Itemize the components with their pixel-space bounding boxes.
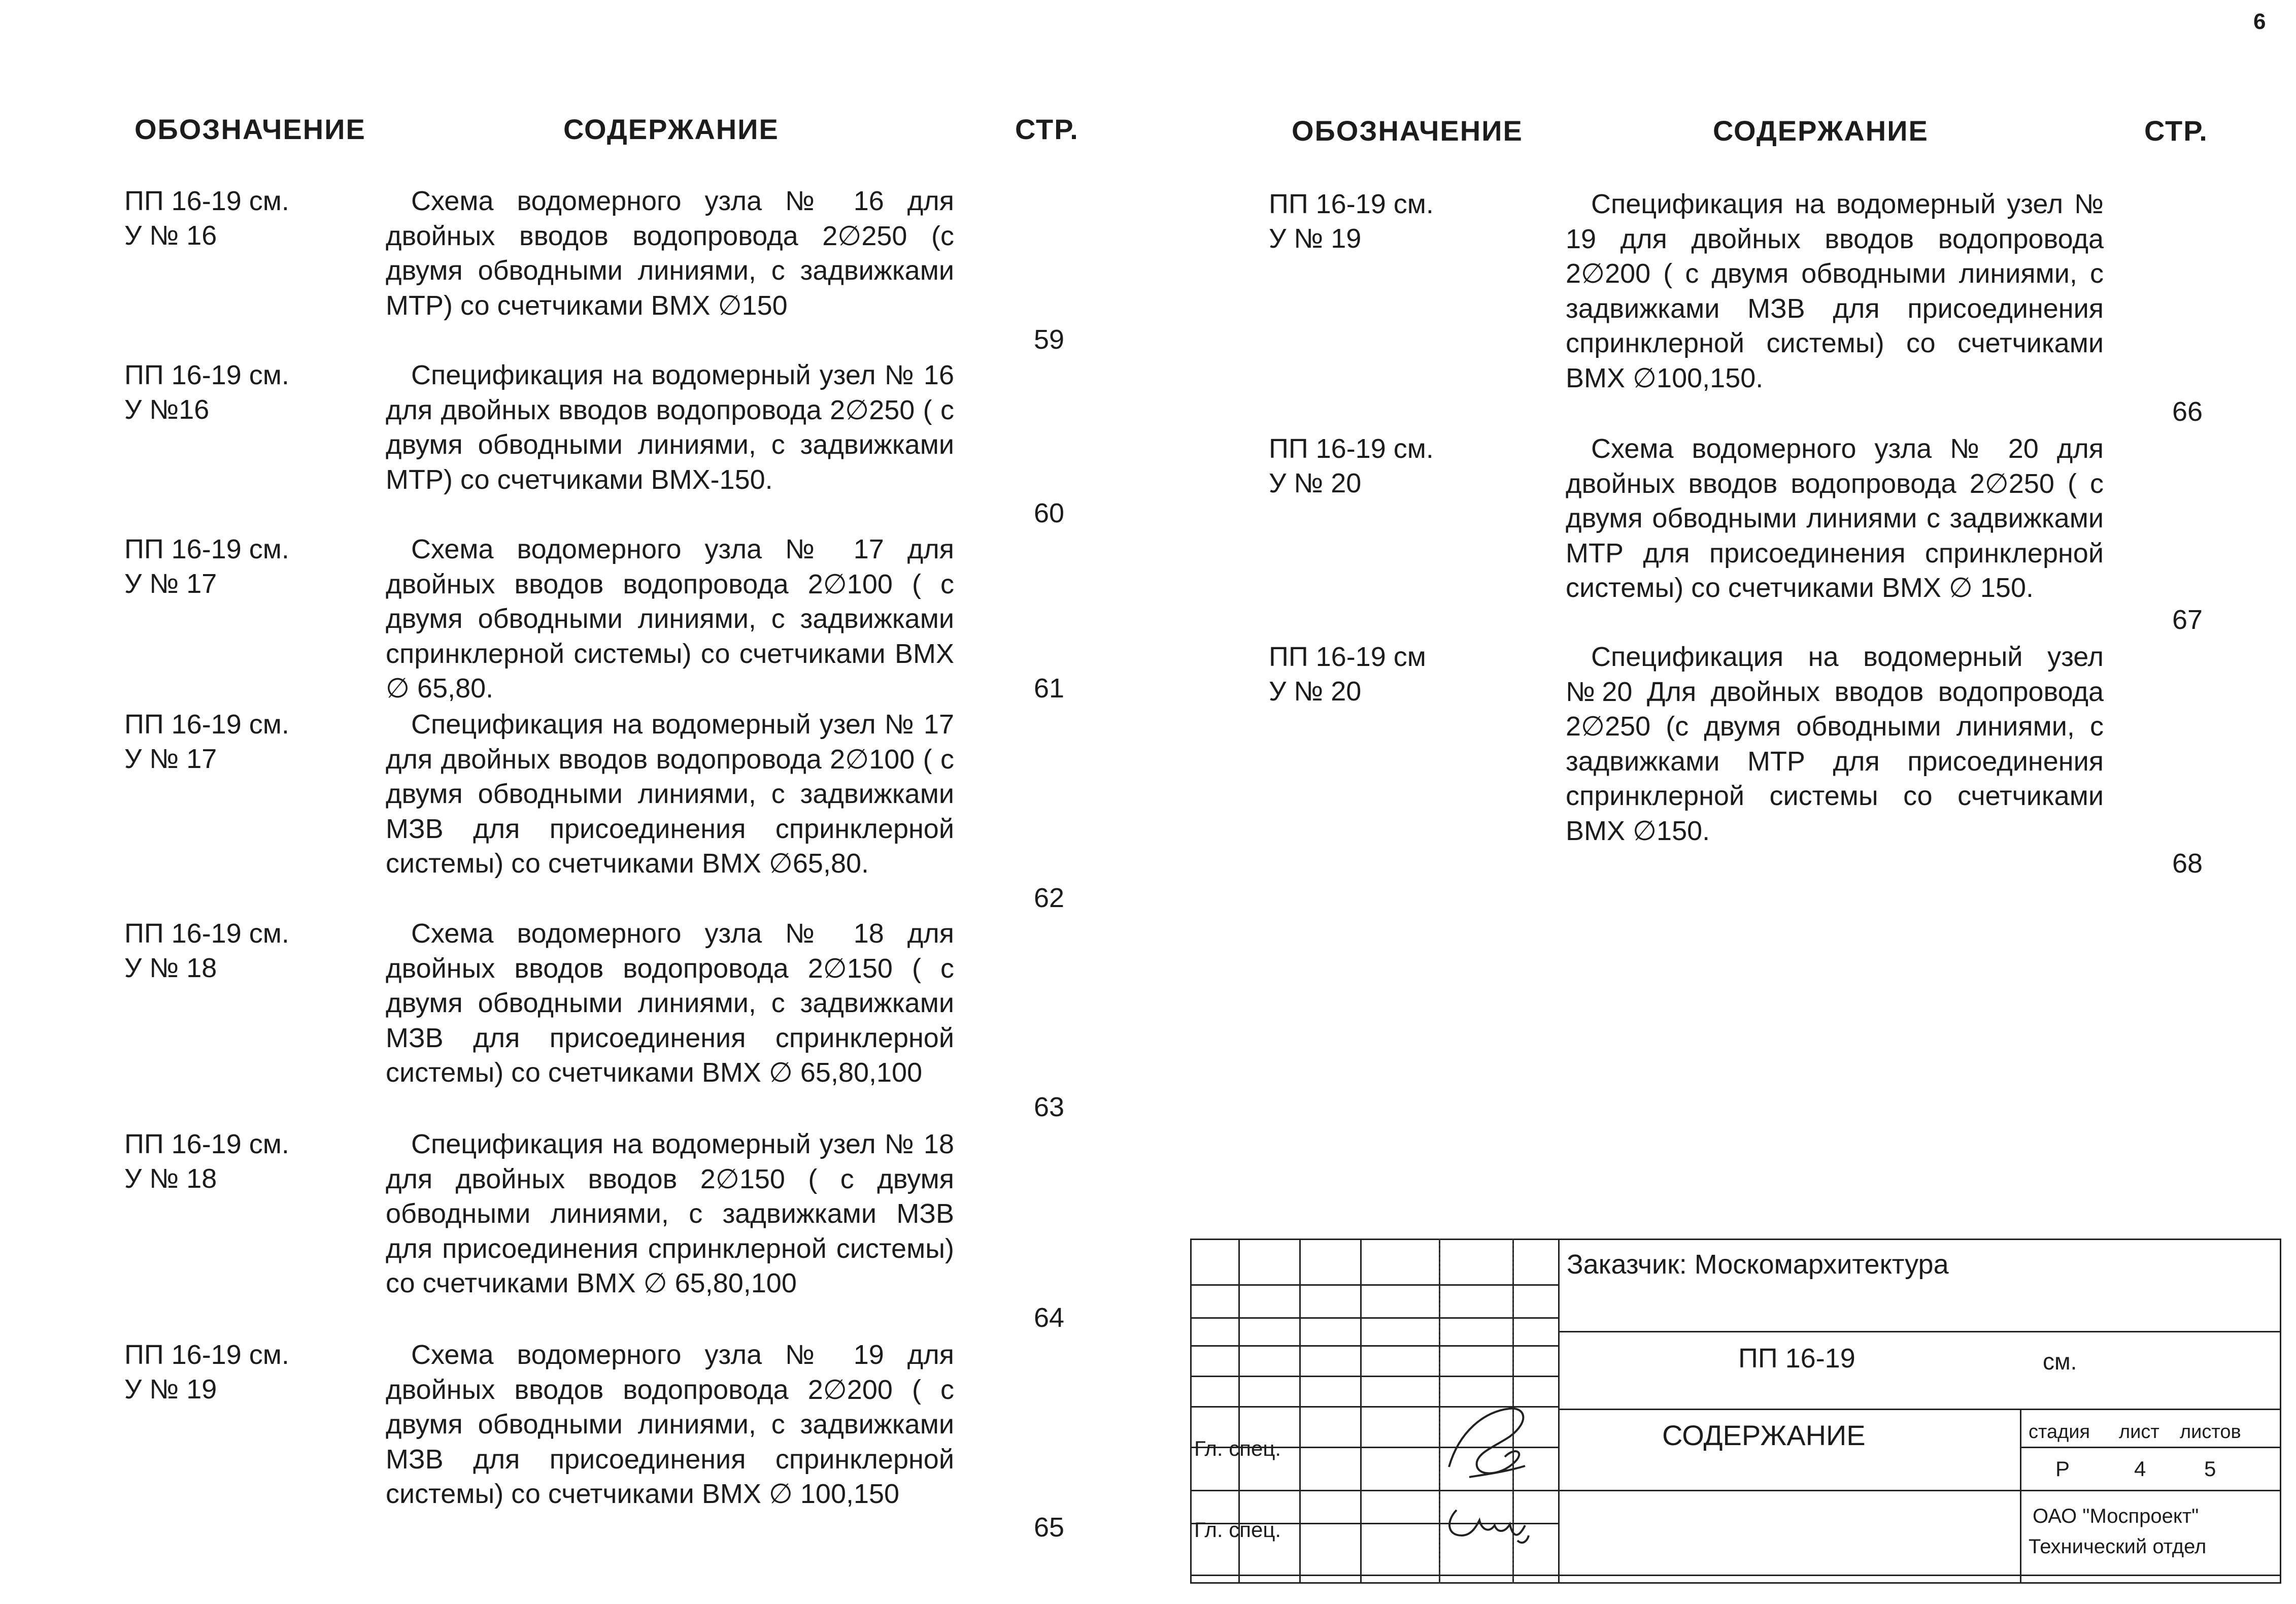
grid-h12 <box>1558 1490 2281 1491</box>
page-number: 6 <box>2253 9 2266 34</box>
entry-text: Схема водомерного узла № 17 для двойных вводов водопровода 2∅100 ( с двумя обводными линиями, с задвижками спринклерной системы) со счетчиками ВМХ ∅ 65,80. <box>386 534 954 704</box>
sheet-label: лист <box>2119 1421 2159 1443</box>
frame-top <box>1190 1239 2281 1240</box>
header-code-right: ОБОЗНАЧЕНИЕ <box>1292 115 1523 147</box>
entry-page: 67 <box>2172 605 2203 635</box>
entry-text: Схема водомерного узла № 19 для двойных вводов водопровода 2∅200 ( с двумя обводными линиями, с задвижками МЗВ для присоединения спринклерной системы) со счетчиками ВМХ ∅ 100,150 <box>386 1340 954 1509</box>
entry-page: 59 <box>1033 324 1065 355</box>
header-content-left: СОДЕРЖАНИЕ <box>563 113 779 145</box>
grid-h1 <box>1190 1284 1558 1286</box>
role-chief-2: Гл. спец. <box>1194 1518 1281 1542</box>
entry-page: 68 <box>2172 848 2203 879</box>
entry-text: Схема водомерного узла № 18 для двойных вводов водопровода 2∅150 ( с двумя обводными линиями, с задвижками МЗВ для присоединения спринклерной системы) со счетчиками ВМХ ∅ 65,80,100 <box>386 918 954 1088</box>
stage-label: стадия <box>2029 1421 2090 1443</box>
header-code-left: ОБОЗНАЧЕНИЕ <box>134 113 366 145</box>
grid-h3 <box>1190 1345 1558 1347</box>
role-chief-1: Гл. спец. <box>1194 1436 1281 1460</box>
grid-h10 <box>1558 1409 2281 1410</box>
grid-h11 <box>2020 1447 2281 1448</box>
doc-code: ПП 16-19 <box>1738 1343 1855 1374</box>
entry-code: ПП 16-19 см. У № 18 <box>124 918 289 983</box>
doc-suffix: см. <box>2043 1348 2077 1375</box>
entry-page: 65 <box>1033 1512 1065 1543</box>
entry-code: ПП 16-19 см. У № 19 <box>124 1340 289 1405</box>
org-name: ОАО "Моспроект" <box>2033 1505 2199 1527</box>
dept-name: Технический отдел <box>2029 1535 2207 1558</box>
grid-h9 <box>1558 1331 2281 1332</box>
signature-2 <box>1441 1495 1533 1551</box>
entry-code: ПП 16-19 см. У № 17 <box>124 534 289 599</box>
header-page-left: СТР. <box>1015 113 1079 145</box>
frame-bottom <box>1190 1582 2281 1584</box>
entry-text: Спецификация на водомерный узел № 16 для двойных вводов водопровода 2∅250 ( с двумя обводными линиями, с задвижками МТР) со счетчиками ВМХ-150. <box>386 360 954 495</box>
title-block <box>1190 1239 2281 1584</box>
entry-text: Спецификация на водомерный узел № 19 для двойных вводов водопровода 2∅200 ( с двумя обводными линиями, с задвижками МЗВ для присоединения спринклерной системы) со счетчиками ВМХ ∅100,150. <box>1566 189 2104 393</box>
entry-code: ПП 16-19 см. У № 17 <box>124 709 289 774</box>
entry-text: Схема водомерного узла № 20 для двойных вводов водопровода 2∅250 ( с двумя обводными линиями с задвижками МТР для присоединения спринклерной системы) со счетчиками ВМХ ∅ 150. <box>1566 433 2104 603</box>
sheets-value: 5 <box>2204 1457 2216 1481</box>
entry-text: Спецификация на водомерный узел № 17 для двойных вводов водопровода 2∅100 ( с двумя обводными линиями, с задвижками МЗВ для присоединения спринклерной системы) со счетчиками ВМХ ∅65,80. <box>386 709 954 879</box>
grid-v3 <box>1360 1239 1362 1584</box>
entry-code: ПП 16-19 см. У № 20 <box>1269 433 1434 498</box>
frame-bottom-2 <box>1190 1575 2281 1576</box>
frame-left <box>1190 1239 1192 1584</box>
grid-h7 <box>1190 1490 1558 1491</box>
grid-v2 <box>1299 1239 1301 1584</box>
entry-code: ПП 16-19 см У № 20 <box>1269 642 1426 707</box>
header-content-right: СОДЕРЖАНИЕ <box>1713 115 1929 147</box>
grid-h2 <box>1190 1317 1558 1319</box>
entry-page: 66 <box>2172 396 2203 427</box>
grid-h4 <box>1190 1376 1558 1377</box>
signature-1 <box>1439 1401 1540 1487</box>
header-page-right: СТР. <box>2144 115 2208 147</box>
frame-right <box>2280 1239 2281 1584</box>
entry-code: ПП 16-19 см. У № 19 <box>1269 189 1434 254</box>
stage-value: Р <box>2055 1457 2070 1481</box>
entry-code: ПП 16-19 см. У №16 <box>124 360 289 425</box>
grid-v6 <box>1558 1239 1560 1584</box>
entry-page: 60 <box>1033 498 1065 528</box>
sheet-value: 4 <box>2134 1457 2146 1481</box>
entry-text: Схема водомерного узла № 16 для двойных вводов водопровода 2∅250 (с двумя обводными линиями, с задвижками МТР) со счетчиками ВМХ ∅150 <box>386 186 954 321</box>
entry-text: Спецификация на водомерный узел № 18 для двойных вводов 2∅150 ( с двумя обводными линиями, с задвижками МЗВ для присоединения спринклерной системы) со счетчиками ВМХ ∅ 65,80,100 <box>386 1129 954 1298</box>
entry-page: 63 <box>1033 1092 1065 1122</box>
customer-label: Заказчик: Москомархитектура <box>1567 1249 1949 1280</box>
doc-title: СОДЕРЖАНИЕ <box>1662 1419 1866 1451</box>
entry-page: 61 <box>1033 673 1065 704</box>
entry-page: 64 <box>1033 1302 1065 1333</box>
grid-v7 <box>2020 1409 2021 1584</box>
entry-code: ПП 16-19 см. У № 18 <box>124 1129 289 1194</box>
entry-code: ПП 16-19 см. У № 16 <box>124 186 289 251</box>
entry-text: Спецификация на водомерный узел №20 Для двойных вводов водопровода 2∅250 (с двумя обводными линиями, с задвижками МТР для присоединения спринклерной системы со счетчиками ВМХ ∅150. <box>1566 642 2104 846</box>
entry-page: 62 <box>1033 883 1065 913</box>
sheets-label: листов <box>2180 1421 2241 1443</box>
